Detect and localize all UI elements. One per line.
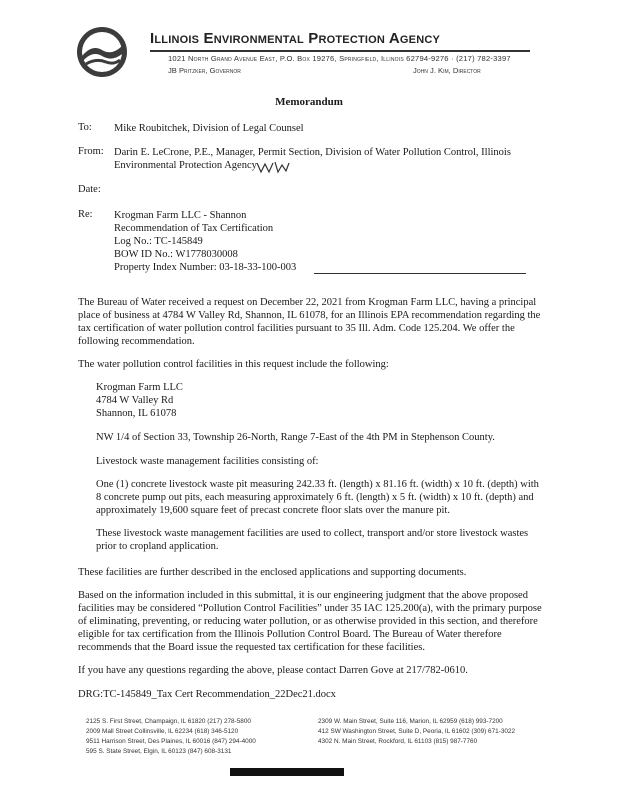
re-line-3: Log No.: TC-145849 — [114, 236, 203, 247]
footer-office: 4302 N. Main Street, Rockford, IL 61103 (815) 987-7760 — [318, 738, 478, 745]
address-line-1: Krogman Farm LLC — [96, 382, 183, 393]
footer-office: 9511 Harrison Street, Des Plaines, IL 60016 (847) 294-4000 — [86, 738, 256, 745]
facility-description: One (1) concrete livestock waste pit measuring 242.33 ft. (length) x 81.16 ft. (width) x 10 ft. (depth) with 8 concrete pump out pits, each measuring approximately 6 ft. (length) x 5 ft. (width) x 10 ft. (depth) and approximately 19,600 square feet of precast concrete floor slats over the manure pit. — [96, 479, 539, 516]
re-line-2: Recommendation of Tax Certification — [114, 223, 274, 234]
footer-office: 2125 S. First Street, Champaign, IL 61820 (217) 278-5800 — [86, 718, 251, 725]
footer-office: 595 S. State Street, Elgin, IL 60123 (847) 608-3131 — [86, 748, 232, 755]
document-reference: DRG:TC-145849_Tax Cert Recommendation_22Dec21.docx — [78, 689, 336, 700]
agency-address: 1021 North Grand Avenue East, P.O. Box 19276, Springfield, Illinois 62794-9276 · (217) 782-3397 — [168, 54, 511, 63]
paragraph-judgment: Based on the information included in this submittal, it is our engineering judgment that the above proposed facilities may be considered “Pollution Control Facilities” under 35 IAC 125.200(a), with the primary purpose of eliminating, preventing, or reducing water pollution, or as otherwise provided in this section, and therefore eligible for tax certification from the Illinois Pollution Control Board. The Bureau of Water therefore recommends that the Board issue the requested tax certification for these facilities. — [78, 590, 542, 653]
from-label: From: — [78, 146, 104, 157]
location-description: NW 1/4 of Section 33, Township 26-North, Range 7-East of the 4th PM in Stephenson County. — [96, 432, 495, 443]
footer-office: 2309 W. Main Street, Suite 116, Marion, IL 62959 (618) 993-7200 — [318, 718, 503, 725]
memo-title: Memorandum — [275, 96, 343, 108]
footer-offices-left — [86, 717, 306, 757]
footer-office: 2009 Mall Street Collinsville, IL 62234 (618) 346-5120 — [86, 728, 239, 735]
to-value: Mike Roubitchek, Division of Legal Counsel — [114, 123, 304, 134]
from-line-1: Darin E. LeCrone, P.E., Manager, Permit Section, Division of Water Pollution Control, Illinois — [114, 147, 511, 158]
use-description: These livestock waste management facilities are used to collect, transport and/or store livestock wastes prior to cropland application. — [96, 528, 529, 552]
initials-signature-icon — [255, 159, 291, 175]
governor: JB Pritzker, Governor — [168, 66, 241, 75]
address-line-3: Shannon, IL 61078 — [96, 408, 177, 419]
re-label: Re: — [78, 209, 93, 220]
redaction-bar — [230, 768, 344, 776]
director: John J. Kim, Director — [413, 66, 481, 75]
address-line-2: 4784 W Valley Rd — [96, 395, 174, 406]
re-line-4: BOW ID No.: W1778030008 — [114, 249, 238, 260]
paragraph-enclosed: These facilities are further described in the enclosed applications and supporting documents. — [78, 567, 467, 578]
livestock-heading: Livestock waste management facilities consisting of: — [96, 456, 319, 467]
paragraph-request: The Bureau of Water received a request on December 22, 2021 from Krogman Farm LLC, having a principal place of business at 4784 W Valley Rd, Shannon, IL 61078, for an Illinois EPA recommendation regarding the tax certification of water pollution control facilities pursuant to 35 Ill. Adm. Code 125.204. We offer the following recommendation. — [78, 297, 541, 347]
re-line-1: Krogman Farm LLC - Shannon — [114, 210, 247, 221]
date-label: Date: — [78, 184, 101, 195]
to-label: To: — [78, 122, 92, 133]
re-line-5: Property Index Number: 03-18-33-100-003 — [114, 262, 297, 273]
from-line-2: Environmental Protection Agency — [114, 160, 257, 171]
letterhead-rule — [150, 50, 530, 52]
paragraph-contact: If you have any questions regarding the above, please contact Darren Gove at 217/782-0610. — [78, 665, 468, 676]
footer-offices-right — [318, 717, 558, 747]
iepa-logo-icon — [76, 26, 128, 78]
footer-office: 412 SW Washington Street, Suite D, Peoria, IL 61602 (309) 671-3022 — [318, 728, 516, 735]
agency-name: Illinois Environmental Protection Agency — [150, 30, 441, 47]
separator-line — [314, 273, 526, 274]
paragraph-facilities-intro: The water pollution control facilities in this request include the following: — [78, 359, 389, 370]
